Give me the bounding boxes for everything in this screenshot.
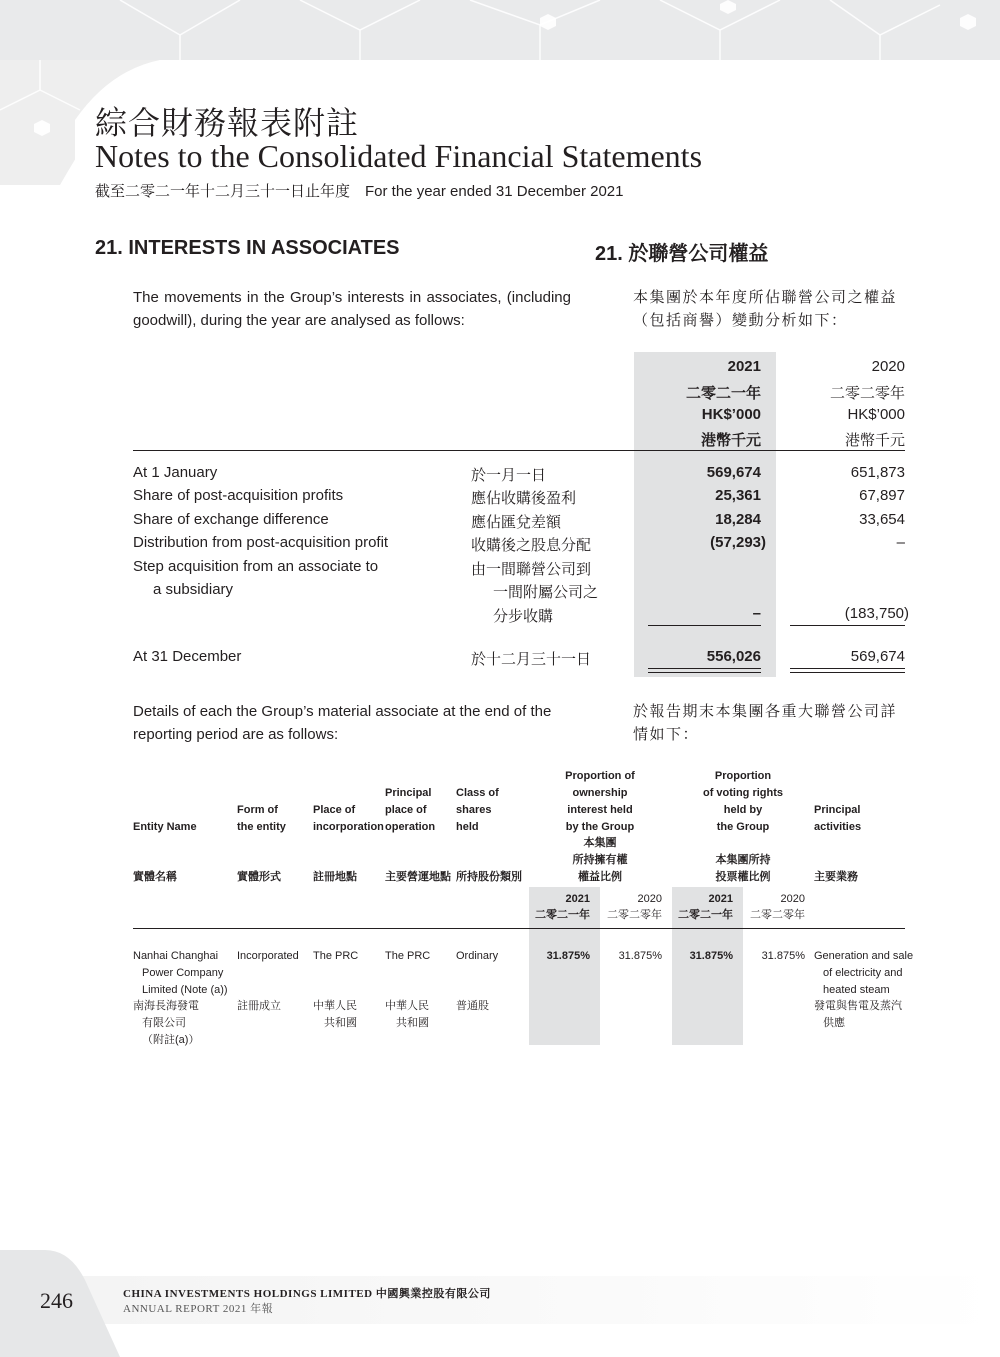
row-value-2020: 651,873 [850, 464, 905, 481]
col-header-voting-en3: held by [723, 804, 763, 816]
col-header-entity-zh: 實體名稱 [133, 871, 177, 883]
voting-2021-value: 31.875% [689, 950, 733, 962]
activities-zh-line2: 供應 [823, 1017, 845, 1029]
row-label-zh: 於一月一日 [471, 467, 547, 484]
place-en: The PRC [313, 950, 359, 962]
header-2021-unit: HK$’000 [701, 406, 761, 423]
place-zh-line1: 中華人民 [313, 1000, 357, 1012]
row-label-en: Distribution from post-acquisition profit [133, 534, 389, 551]
col-header-ownership-en1: Proportion of [565, 770, 635, 782]
col-header-place-en2: incorporation [313, 821, 384, 833]
entity-name-zh-line2: 有限公司 [142, 1017, 186, 1029]
col-header-activities-zh: 主要業務 [814, 871, 858, 883]
step-row-value-2020: (183,750) [844, 605, 909, 622]
vote-year-2020-zh: 二零二零年 [750, 909, 805, 921]
total-double-rule-2020 [790, 668, 905, 673]
activities-en-line1: Generation and sale [814, 950, 914, 962]
row-label-en: Share of exchange difference [133, 511, 329, 528]
col-header-ownership-en4: by the Group [565, 821, 635, 833]
header-2021-unit-zh: 港幣千元 [700, 432, 761, 449]
col-header-form-en2: the entity [237, 821, 286, 833]
principal-place-zh-line2: 共和國 [396, 1017, 429, 1029]
entity-name-en-line3: Limited (Note (a)) [142, 984, 228, 996]
header-2020-year-zh: 二零二零年 [829, 385, 905, 402]
col-header-activities-en1: Principal [814, 804, 861, 816]
row-value-2020: – [896, 534, 905, 551]
step-row-label-zh-line3: 分步收購 [493, 608, 554, 625]
row-value-2020: 67,897 [859, 487, 905, 504]
vote-year-2021-zh: 二零二一年 [678, 909, 733, 921]
col-header-form-zh: 實體形式 [237, 871, 281, 883]
principal-place-en: The PRC [385, 950, 431, 962]
header-2020-year: 2020 [871, 358, 905, 375]
row-label-zh: 應佔收購後盈利 [471, 490, 577, 507]
entity-name-zh-line1: 南海長海發電 [133, 1000, 199, 1012]
total-value-2021: 556,026 [706, 648, 761, 665]
col-header-class-en1: Class of [456, 787, 499, 799]
col-header-voting-en4: the Group [716, 821, 770, 833]
entity-name-en-line1: Nanhai Changhai [133, 950, 219, 962]
col-header-form-en1: Form of [237, 804, 278, 816]
associates-table-header-rule [133, 928, 905, 929]
total-double-rule-2021 [648, 668, 761, 673]
activities-zh-line1: 發電與售電及蒸汽 [814, 1000, 902, 1012]
class-zh: 普通股 [456, 1000, 489, 1012]
total-row-label-en: At 31 December [133, 648, 242, 665]
col-header-voting-en2: of voting rights [702, 787, 784, 799]
header-2020-unit: HK$’000 [847, 406, 905, 423]
step-row-value-2021: – [752, 605, 761, 622]
step-row-label-zh-line2: 一間附屬公司之 [493, 584, 599, 601]
col-header-principal-place-en3: operation [385, 821, 436, 833]
voting-2020-value: 31.875% [761, 950, 805, 962]
col-header-voting-en1: Proportion [714, 770, 772, 782]
col-header-ownership-en2: ownership [572, 787, 628, 799]
footer-company-name: CHINA INVESTMENTS HOLDINGS LIMITED 中國興業控股有限公司 [123, 1288, 491, 1300]
activities-en-line3: heated steam [823, 984, 890, 996]
intro-paragraph-english: The movements in the Group’s interests in associates, (including goodwill), during the year are analysed as follows: [133, 289, 571, 329]
col-header-entity-en: Entity Name [133, 821, 197, 833]
row-label-en: At 1 January [133, 464, 218, 481]
vote-year-2020: 2020 [780, 893, 805, 905]
form-zh: 註冊成立 [237, 1000, 281, 1012]
table-header-rule [133, 450, 905, 451]
entity-name-zh-line3: （附註(a)） [142, 1034, 200, 1046]
step-row-label-en-line2: a subsidiary [153, 581, 234, 598]
form-en: Incorporated [237, 950, 299, 962]
footer-report-title: ANNUAL REPORT 2021 年報 [123, 1303, 274, 1315]
col-header-voting-zh2: 投票權比例 [715, 871, 771, 883]
page-subtitle: 截至二零二一年十二月三十一日止年度 For the year ended 31 December 2021 [95, 183, 624, 200]
page-number: 246 [40, 1288, 73, 1313]
step-row-label-en-line1: Step acquisition from an associate to [133, 558, 379, 575]
own-year-2021-zh: 二零二一年 [535, 909, 590, 921]
details-intro-chinese: 於報告期末本集團各重大聯營公司詳情如下： [633, 703, 898, 743]
step-row-label-zh-line1: 由一間聯營公司到 [471, 561, 592, 578]
intro-paragraph-chinese: 本集團於本年度所佔聯營公司之權益（包括商譽）變動分析如下： [633, 289, 898, 329]
col-header-ownership-zh1: 本集團 [583, 837, 617, 849]
col-header-place-zh: 註冊地點 [313, 871, 357, 883]
details-intro-english: Details of each the Group’s material associate at the end of the reporting period are as follows: [133, 703, 552, 743]
col-header-principal-place-en2: place of [385, 804, 427, 816]
total-row-label-zh: 於十二月三十一日 [471, 651, 592, 668]
own-year-2021: 2021 [565, 893, 590, 905]
row-label-zh: 收購後之股息分配 [471, 537, 592, 554]
section-heading-english: 21. INTERESTS IN ASSOCIATES [95, 237, 400, 259]
ownership-2021-value: 31.875% [546, 950, 590, 962]
entity-name-en-line2: Power Company [142, 967, 224, 979]
own-year-2020-zh: 二零二零年 [607, 909, 662, 921]
col-header-ownership-en3: interest held [567, 804, 633, 816]
header-2021-year-zh: 二零二一年 [685, 385, 761, 402]
col-header-ownership-zh2: 所持擁有權 [572, 854, 628, 866]
row-label-zh: 應佔匯兌差額 [471, 514, 562, 531]
col-header-class-en2: shares [456, 804, 492, 816]
header-2021-year: 2021 [727, 358, 761, 375]
place-zh-line2: 共和國 [324, 1017, 357, 1029]
col-header-ownership-zh3: 權益比例 [578, 871, 622, 883]
col-header-principal-place-zh: 主要營運地點 [385, 871, 451, 883]
section-heading-chinese: 21. 於聯營公司權益 [595, 243, 769, 265]
subtotal-rule-2020 [790, 625, 905, 626]
total-value-2020: 569,674 [850, 648, 905, 665]
row-value-2020: 33,654 [859, 511, 905, 528]
col-header-class-en3: held [456, 821, 479, 833]
row-value-2021: 25,361 [715, 487, 761, 504]
principal-place-zh-line1: 中華人民 [385, 1000, 429, 1012]
activities-en-line2: of electricity and [823, 967, 903, 979]
class-en: Ordinary [456, 950, 499, 962]
col-header-voting-zh1: 本集團所持 [715, 854, 771, 866]
page-title-chinese: 綜合財務報表附註 [95, 104, 360, 142]
col-header-place-en1: Place of [313, 804, 356, 816]
own-year-2020: 2020 [637, 893, 662, 905]
subtotal-rule-2021 [648, 625, 761, 626]
col-header-activities-en2: activities [814, 821, 862, 833]
vote-year-2021: 2021 [708, 893, 733, 905]
ownership-2020-value: 31.875% [618, 950, 662, 962]
row-value-2021: 18,284 [715, 511, 761, 528]
row-value-2021: (57,293) [710, 534, 766, 551]
page-title-english: Notes to the Consolidated Financial Statements [95, 138, 703, 174]
col-header-principal-place-en1: Principal [385, 787, 432, 799]
col-header-class-zh: 所持股份類別 [456, 871, 522, 883]
row-label-en: Share of post-acquisition profits [133, 487, 344, 504]
row-value-2021: 569,674 [706, 464, 761, 481]
header-2020-unit-zh: 港幣千元 [844, 432, 905, 449]
